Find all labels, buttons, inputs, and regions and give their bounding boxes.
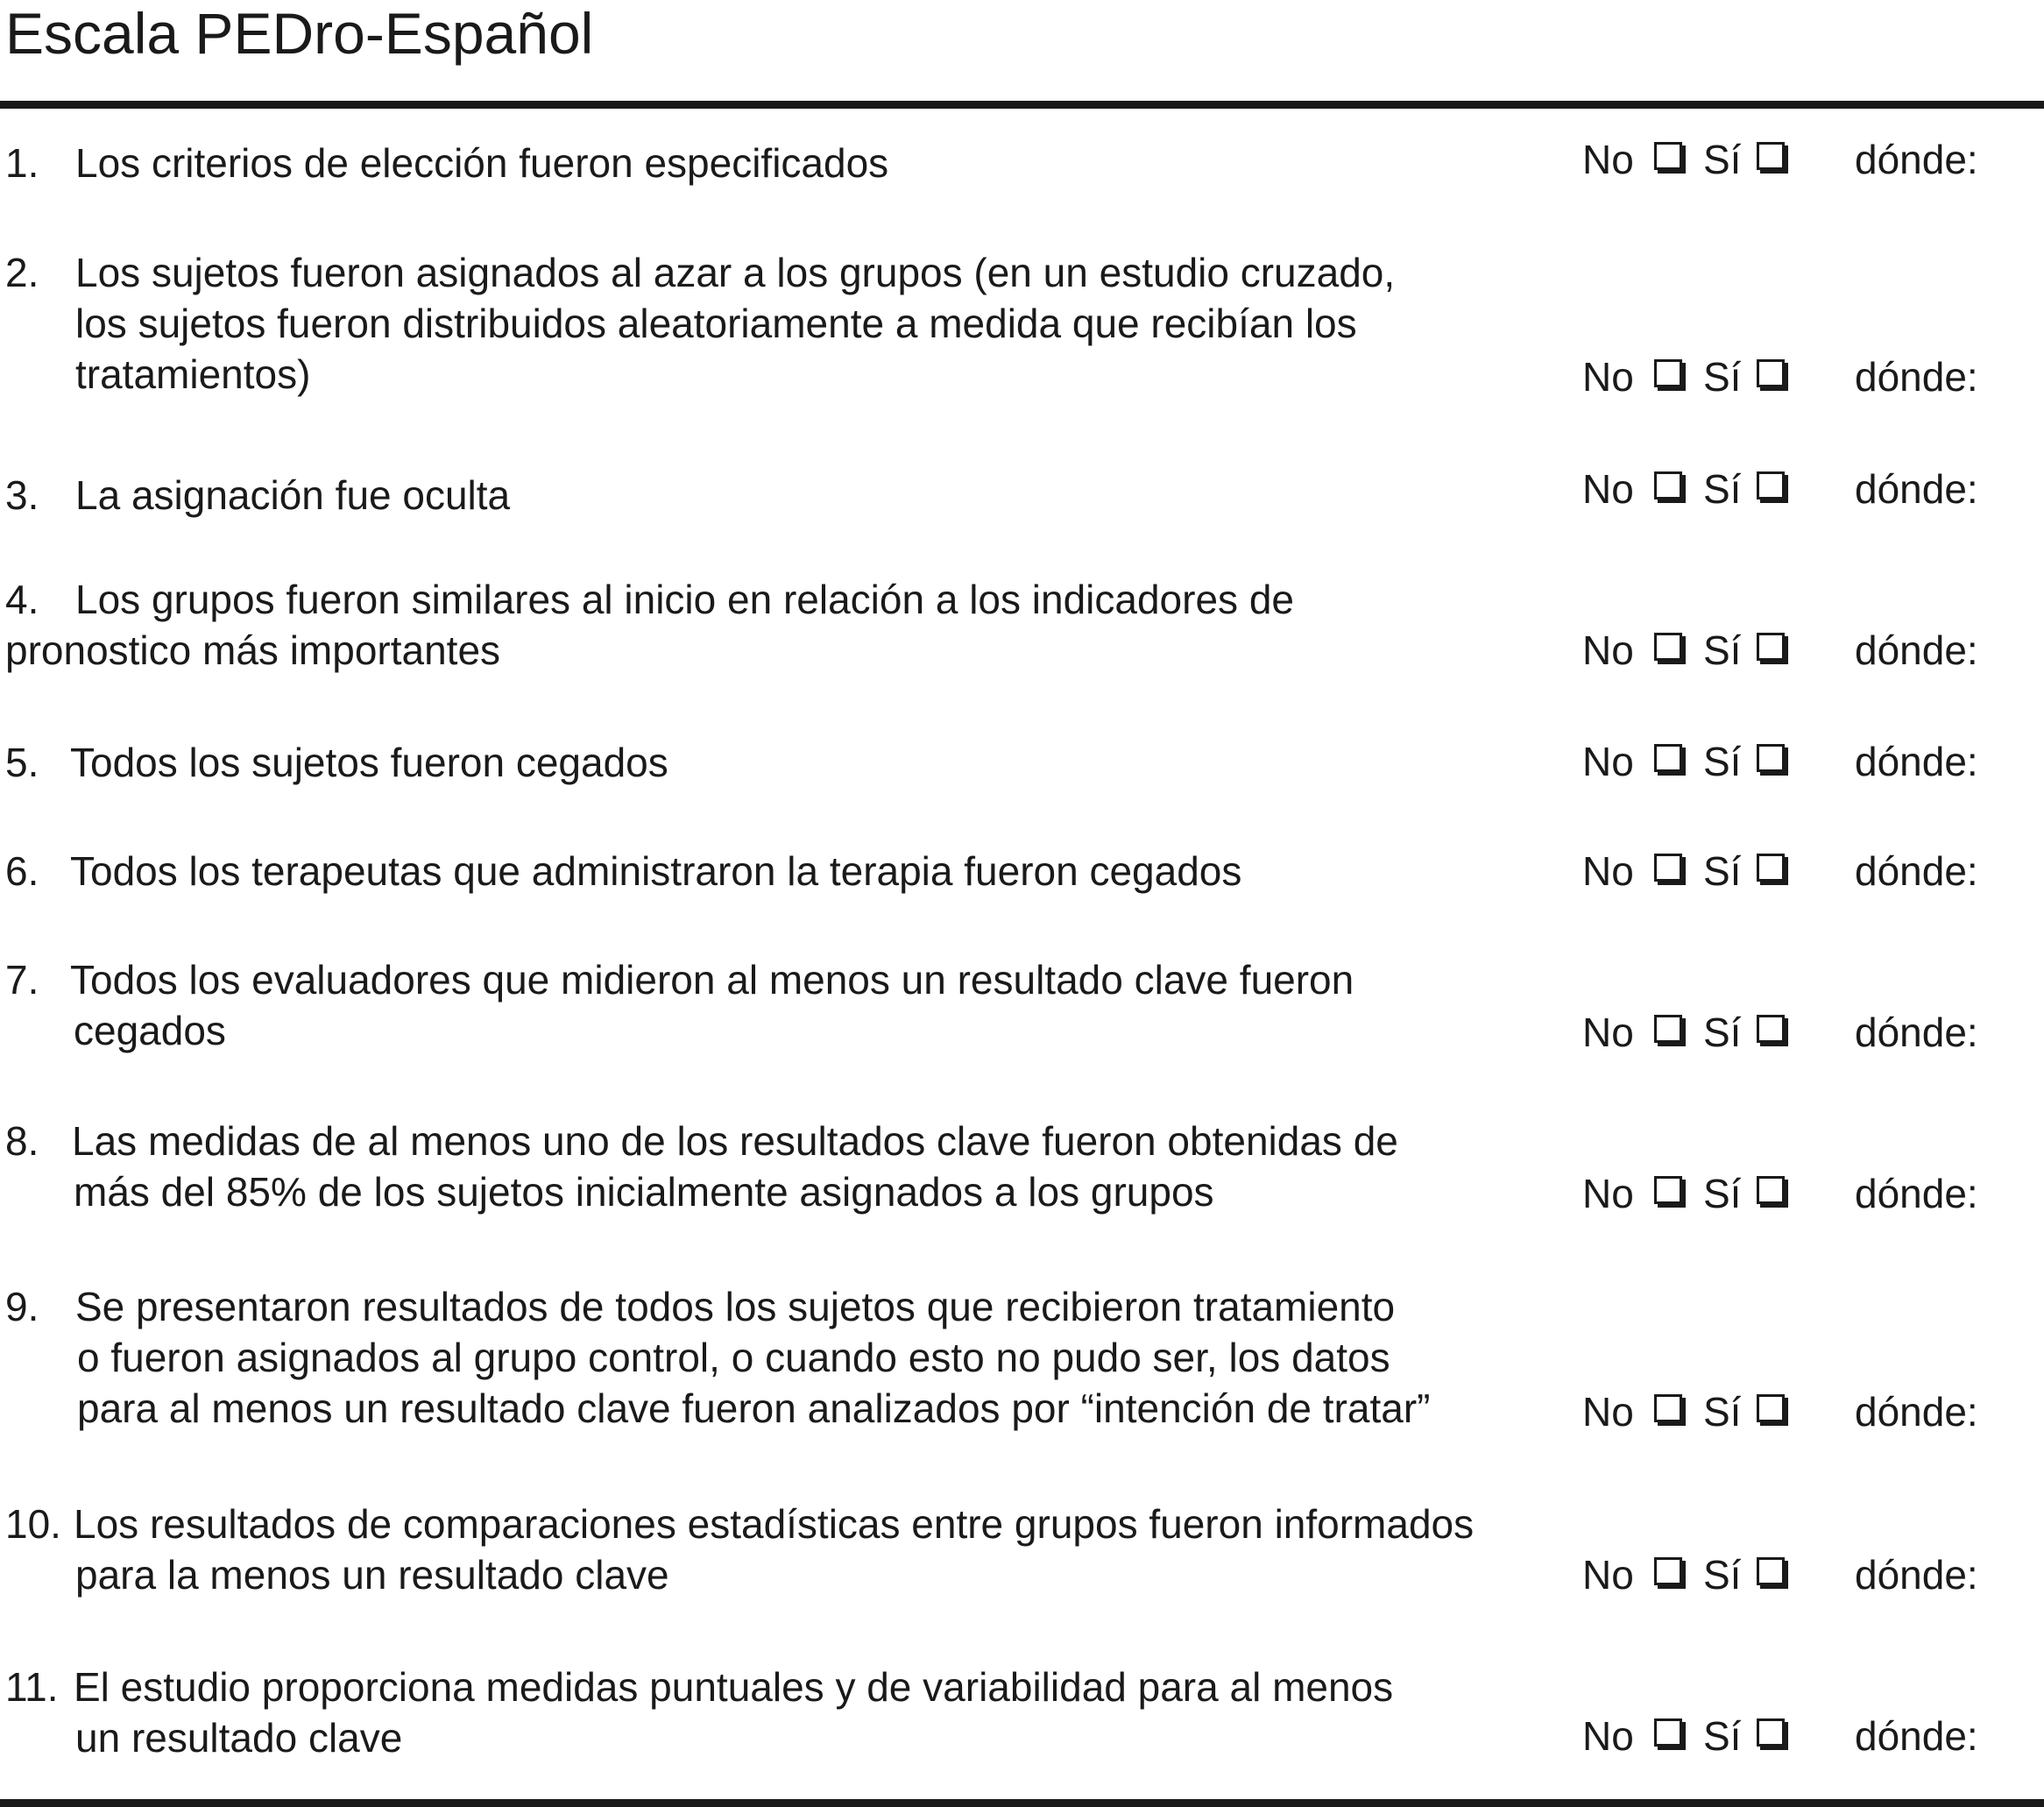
donde-label: dónde: [1855, 137, 1978, 182]
si-checkbox[interactable] [1757, 359, 1785, 387]
no-checkbox[interactable] [1654, 1394, 1682, 1422]
si-label: Sí [1703, 137, 1742, 182]
si-label: Sí [1703, 1389, 1742, 1435]
item-text-line: para al menos un resultado clave fueron analizados por “intención de tratar” [77, 1385, 1431, 1431]
top-divider [0, 101, 2044, 109]
no-checkbox[interactable] [1654, 359, 1682, 387]
item-text-line: para la menos un resultado clave [75, 1552, 669, 1598]
si-checkbox[interactable] [1757, 854, 1785, 882]
item-text [5, 574, 1294, 676]
item-text-line: Los sujetos fueron asignados al azar a los grupos (en un estudio cruzado, [75, 250, 1396, 295]
donde-label: dónde: [1855, 1552, 1978, 1598]
item-text [74, 1499, 1474, 1600]
si-label: Sí [1703, 627, 1742, 673]
si-checkbox[interactable] [1757, 1394, 1785, 1422]
item-text-line: un resultado clave [75, 1715, 403, 1761]
donde-label: dónde: [1855, 1713, 1978, 1759]
no-checkbox[interactable] [1654, 142, 1682, 170]
item-text-line: Todos los evaluadores que midieron al menos un resultado clave fueron [70, 957, 1354, 1003]
item-text-line: pronostico más importantes [5, 627, 501, 673]
si-label: Sí [1703, 848, 1742, 894]
item-text-line: los sujetos fueron distribuidos aleatoriamente a medida que recibían los [75, 301, 1357, 346]
si-label: Sí [1703, 739, 1742, 784]
no-checkbox[interactable] [1654, 633, 1682, 661]
no-checkbox[interactable] [1654, 1718, 1682, 1747]
item-text [70, 954, 1354, 1056]
si-label: Sí [1703, 1552, 1742, 1598]
donde-label: dónde: [1855, 627, 1978, 673]
item-text-line: más del 85% de los sujetos inicialmente asignados a los grupos [74, 1169, 1214, 1215]
item-text [72, 1116, 1398, 1217]
no-checkbox[interactable] [1654, 744, 1682, 772]
no-checkbox[interactable] [1654, 854, 1682, 882]
no-label: No [1582, 466, 1634, 512]
item-number: 5. [5, 740, 39, 785]
donde-label: dónde: [1855, 354, 1978, 400]
no-label: No [1582, 354, 1634, 400]
donde-label: dónde: [1855, 466, 1978, 512]
si-label: Sí [1703, 1010, 1742, 1055]
si-checkbox[interactable] [1757, 633, 1785, 661]
page-title: Escala PEDro-Español [5, 1, 594, 66]
no-label: No [1582, 1171, 1634, 1216]
item-text-line: cegados [74, 1008, 226, 1053]
si-checkbox[interactable] [1757, 1557, 1785, 1585]
item-number: 1. [5, 140, 39, 186]
item-text-line: tratamientos) [75, 351, 311, 397]
item-text-line: El estudio proporciona medidas puntuales y de variabilidad para al menos [74, 1664, 1394, 1710]
item-number: 2. [5, 250, 39, 295]
item-text-line: Los criterios de elección fueron especificados [75, 140, 889, 186]
item-text [70, 737, 668, 788]
no-label: No [1582, 1010, 1634, 1055]
no-label: No [1582, 1713, 1634, 1759]
donde-label: dónde: [1855, 1389, 1978, 1435]
item-text [75, 470, 510, 521]
item-text-line: Todos los terapeutas que administraron la terapia fueron cegados [70, 848, 1242, 894]
si-label: Sí [1703, 1713, 1742, 1759]
item-number: 9. [5, 1284, 39, 1329]
item-text-line: Se presentaron resultados de todos los sujetos que recibieron tratamiento [75, 1284, 1396, 1329]
item-number: 11. [5, 1664, 59, 1710]
si-checkbox[interactable] [1757, 744, 1785, 772]
si-label: Sí [1703, 1171, 1742, 1216]
item-text [74, 1662, 1393, 1763]
no-label: No [1582, 627, 1634, 673]
si-checkbox[interactable] [1757, 1176, 1785, 1204]
no-label: No [1582, 1552, 1634, 1598]
item-text-line: Los resultados de comparaciones estadísticas entre grupos fueron informados [74, 1501, 1475, 1547]
item-text-line: o fueron asignados al grupo control, o cuando esto no pudo ser, los datos [77, 1335, 1390, 1380]
no-checkbox[interactable] [1654, 1015, 1682, 1043]
item-text [75, 138, 888, 188]
item-text-line: Las medidas de al menos uno de los resultados clave fueron obtenidas de [72, 1118, 1398, 1164]
item-number: 6. [5, 848, 39, 894]
item-number: 4. [5, 577, 39, 622]
item-text-line: Los grupos fueron similares al inicio en relación a los indicadores de [75, 577, 1294, 622]
si-label: Sí [1703, 466, 1742, 512]
si-checkbox[interactable] [1757, 142, 1785, 170]
si-label: Sí [1703, 354, 1742, 400]
no-label: No [1582, 739, 1634, 784]
item-text [70, 846, 1241, 896]
item-text-line: La asignación fue oculta [75, 472, 511, 518]
no-label: No [1582, 1389, 1634, 1435]
si-checkbox[interactable] [1757, 1718, 1785, 1747]
item-number: 7. [5, 957, 39, 1003]
donde-label: dónde: [1855, 739, 1978, 784]
item-number: 3. [5, 472, 39, 518]
donde-label: dónde: [1855, 1171, 1978, 1216]
item-number: 8. [5, 1118, 39, 1164]
si-checkbox[interactable] [1757, 471, 1785, 500]
si-checkbox[interactable] [1757, 1015, 1785, 1043]
item-number: 10. [5, 1501, 61, 1547]
no-checkbox[interactable] [1654, 1176, 1682, 1204]
item-text-line: Todos los sujetos fueron cegados [70, 740, 668, 785]
bottom-divider [0, 1799, 2044, 1807]
no-label: No [1582, 137, 1634, 182]
item-text [75, 1281, 1430, 1434]
donde-label: dónde: [1855, 848, 1978, 894]
no-checkbox[interactable] [1654, 1557, 1682, 1585]
donde-label: dónde: [1855, 1010, 1978, 1055]
no-label: No [1582, 848, 1634, 894]
item-text [75, 247, 1395, 400]
no-checkbox[interactable] [1654, 471, 1682, 500]
